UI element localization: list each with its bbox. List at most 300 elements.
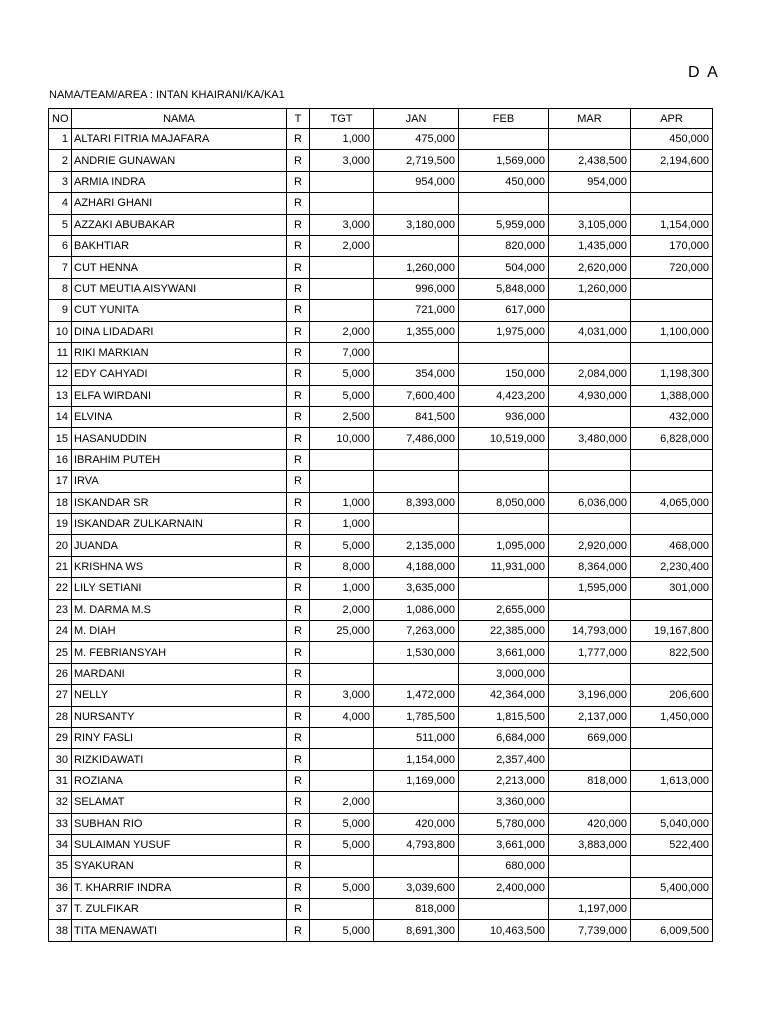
cell-t: R [287, 514, 310, 535]
table-row [49, 342, 713, 363]
cell-no: 2 [49, 150, 72, 171]
cell-feb: 617,000 [459, 300, 549, 321]
table-row [49, 620, 713, 641]
cell-mar: 3,105,000 [549, 214, 631, 235]
cell-nama: ALTARI FITRIA MAJAFARA [72, 129, 287, 150]
cell-jan: 1,169,000 [374, 770, 459, 791]
cell-no: 15 [49, 428, 72, 449]
cell-feb: 2,357,400 [459, 749, 549, 770]
cell-feb: 1,569,000 [459, 150, 549, 171]
cell-mar: 818,000 [549, 770, 631, 791]
cell-mar [549, 129, 631, 150]
cell-mar: 3,883,000 [549, 834, 631, 855]
cell-t: R [287, 877, 310, 898]
cell-t: R [287, 642, 310, 663]
cell-nama: RINY FASLI [72, 727, 287, 748]
header-mar: MAR [549, 109, 631, 129]
cell-mar: 2,084,000 [549, 364, 631, 385]
table-row [49, 877, 713, 898]
cell-mar [549, 792, 631, 813]
cell-mar: 2,438,500 [549, 150, 631, 171]
cell-tgt: 2,500 [310, 407, 374, 428]
page-title: D A [688, 64, 720, 81]
cell-mar: 1,595,000 [549, 578, 631, 599]
cell-tgt [310, 663, 374, 684]
cell-t: R [287, 129, 310, 150]
cell-tgt: 8,000 [310, 556, 374, 577]
cell-apr: 1,613,000 [631, 770, 713, 791]
cell-no: 29 [49, 727, 72, 748]
cell-tgt [310, 642, 374, 663]
cell-nama: IRVA [72, 471, 287, 492]
cell-t: R [287, 364, 310, 385]
cell-t: R [287, 770, 310, 791]
cell-nama: EDY CAHYADI [72, 364, 287, 385]
table-row [49, 535, 713, 556]
cell-mar: 4,031,000 [549, 321, 631, 342]
cell-jan: 721,000 [374, 300, 459, 321]
cell-mar: 420,000 [549, 813, 631, 834]
table-row [49, 129, 713, 150]
cell-nama: M. FEBRIANSYAH [72, 642, 287, 663]
table-row [49, 492, 713, 513]
cell-mar [549, 449, 631, 470]
cell-no: 25 [49, 642, 72, 663]
table-row [49, 856, 713, 877]
cell-feb: 3,000,000 [459, 663, 549, 684]
cell-mar [549, 471, 631, 492]
sales-table [48, 108, 713, 942]
cell-nama: CUT MEUTIA AISYWANI [72, 278, 287, 299]
cell-tgt: 2,000 [310, 792, 374, 813]
cell-mar [549, 193, 631, 214]
cell-t: R [287, 300, 310, 321]
cell-mar [549, 514, 631, 535]
cell-apr: 2,230,400 [631, 556, 713, 577]
cell-jan: 420,000 [374, 813, 459, 834]
cell-apr [631, 899, 713, 920]
cell-no: 36 [49, 877, 72, 898]
cell-jan [374, 471, 459, 492]
header-apr: APR [631, 109, 713, 129]
cell-feb: 22,385,000 [459, 620, 549, 641]
cell-tgt: 3,000 [310, 214, 374, 235]
cell-tgt [310, 193, 374, 214]
cell-tgt [310, 449, 374, 470]
cell-t: R [287, 556, 310, 577]
cell-mar [549, 663, 631, 684]
cell-apr [631, 171, 713, 192]
cell-tgt [310, 899, 374, 920]
cell-nama: AZHARI GHANI [72, 193, 287, 214]
cell-jan: 1,260,000 [374, 257, 459, 278]
cell-no: 22 [49, 578, 72, 599]
cell-nama: RIZKIDAWATI [72, 749, 287, 770]
cell-apr: 1,388,000 [631, 385, 713, 406]
cell-jan [374, 663, 459, 684]
cell-jan: 1,530,000 [374, 642, 459, 663]
cell-tgt: 5,000 [310, 364, 374, 385]
cell-mar: 1,197,000 [549, 899, 631, 920]
cell-mar: 1,435,000 [549, 235, 631, 256]
cell-t: R [287, 792, 310, 813]
cell-apr [631, 300, 713, 321]
cell-t: R [287, 620, 310, 641]
header-nama: NAMA [72, 109, 287, 129]
cell-no: 31 [49, 770, 72, 791]
cell-mar: 1,260,000 [549, 278, 631, 299]
cell-mar: 2,137,000 [549, 706, 631, 727]
cell-tgt: 3,000 [310, 685, 374, 706]
cell-nama: CUT HENNA [72, 257, 287, 278]
cell-feb: 5,848,000 [459, 278, 549, 299]
cell-feb: 3,661,000 [459, 642, 549, 663]
cell-apr: 432,000 [631, 407, 713, 428]
cell-mar: 6,036,000 [549, 492, 631, 513]
cell-t: R [287, 171, 310, 192]
cell-no: 26 [49, 663, 72, 684]
cell-jan: 475,000 [374, 129, 459, 150]
cell-tgt: 10,000 [310, 428, 374, 449]
header-tgt: TGT [310, 109, 374, 129]
cell-jan: 3,635,000 [374, 578, 459, 599]
cell-nama: SYAKURAN [72, 856, 287, 877]
cell-feb: 8,050,000 [459, 492, 549, 513]
cell-jan: 3,039,600 [374, 877, 459, 898]
cell-t: R [287, 920, 310, 941]
cell-nama: ISKANDAR ZULKARNAIN [72, 514, 287, 535]
cell-mar [549, 877, 631, 898]
cell-tgt [310, 171, 374, 192]
cell-mar: 2,620,000 [549, 257, 631, 278]
cell-mar: 7,739,000 [549, 920, 631, 941]
cell-no: 23 [49, 599, 72, 620]
cell-no: 32 [49, 792, 72, 813]
cell-t: R [287, 856, 310, 877]
cell-nama: NELLY [72, 685, 287, 706]
cell-jan: 1,472,000 [374, 685, 459, 706]
cell-apr: 6,828,000 [631, 428, 713, 449]
table-row [49, 428, 713, 449]
cell-no: 9 [49, 300, 72, 321]
cell-tgt: 2,000 [310, 321, 374, 342]
cell-nama: KRISHNA WS [72, 556, 287, 577]
cell-mar: 954,000 [549, 171, 631, 192]
cell-apr [631, 449, 713, 470]
cell-nama: T. ZULFIKAR [72, 899, 287, 920]
cell-jan: 8,393,000 [374, 492, 459, 513]
header-row [49, 109, 713, 129]
cell-t: R [287, 214, 310, 235]
cell-apr [631, 193, 713, 214]
cell-apr: 301,000 [631, 578, 713, 599]
cell-t: R [287, 834, 310, 855]
cell-feb: 2,213,000 [459, 770, 549, 791]
cell-mar: 3,480,000 [549, 428, 631, 449]
cell-tgt: 7,000 [310, 342, 374, 363]
table-row [49, 578, 713, 599]
cell-feb: 11,931,000 [459, 556, 549, 577]
cell-feb: 5,780,000 [459, 813, 549, 834]
cell-jan: 818,000 [374, 899, 459, 920]
cell-nama: SUBHAN RIO [72, 813, 287, 834]
cell-mar: 3,196,000 [549, 685, 631, 706]
cell-t: R [287, 749, 310, 770]
cell-t: R [287, 193, 310, 214]
cell-feb [459, 129, 549, 150]
cell-feb: 2,400,000 [459, 877, 549, 898]
cell-tgt: 2,000 [310, 235, 374, 256]
cell-mar: 8,364,000 [549, 556, 631, 577]
cell-no: 24 [49, 620, 72, 641]
cell-mar [549, 856, 631, 877]
table-row [49, 364, 713, 385]
table-row [49, 920, 713, 941]
cell-apr: 5,400,000 [631, 877, 713, 898]
cell-mar [549, 407, 631, 428]
cell-nama: DINA LIDADARI [72, 321, 287, 342]
table-row [49, 514, 713, 535]
cell-tgt [310, 257, 374, 278]
cell-tgt: 5,000 [310, 535, 374, 556]
cell-no: 38 [49, 920, 72, 941]
cell-apr [631, 727, 713, 748]
cell-apr [631, 749, 713, 770]
cell-jan: 354,000 [374, 364, 459, 385]
cell-tgt: 25,000 [310, 620, 374, 641]
cell-jan [374, 193, 459, 214]
cell-mar: 669,000 [549, 727, 631, 748]
cell-no: 1 [49, 129, 72, 150]
cell-tgt [310, 770, 374, 791]
header-t: T [287, 109, 310, 129]
cell-tgt [310, 300, 374, 321]
cell-no: 34 [49, 834, 72, 855]
table-row [49, 792, 713, 813]
table-row [49, 899, 713, 920]
cell-apr: 822,500 [631, 642, 713, 663]
cell-nama: M. DIAH [72, 620, 287, 641]
cell-no: 3 [49, 171, 72, 192]
table-row [49, 214, 713, 235]
cell-feb: 10,463,500 [459, 920, 549, 941]
header-jan: JAN [374, 109, 459, 129]
cell-nama: LILY SETIANI [72, 578, 287, 599]
cell-tgt: 5,000 [310, 834, 374, 855]
cell-apr [631, 599, 713, 620]
cell-jan: 4,188,000 [374, 556, 459, 577]
cell-tgt: 3,000 [310, 150, 374, 171]
cell-no: 5 [49, 214, 72, 235]
cell-apr: 1,450,000 [631, 706, 713, 727]
cell-feb: 1,975,000 [459, 321, 549, 342]
cell-no: 12 [49, 364, 72, 385]
cell-apr: 1,100,000 [631, 321, 713, 342]
cell-no: 28 [49, 706, 72, 727]
table-row [49, 385, 713, 406]
cell-feb [459, 449, 549, 470]
cell-mar: 14,793,000 [549, 620, 631, 641]
cell-nama: SELAMAT [72, 792, 287, 813]
cell-jan: 4,793,800 [374, 834, 459, 855]
header-no: NO [49, 109, 72, 129]
cell-jan: 8,691,300 [374, 920, 459, 941]
cell-nama: HASANUDDIN [72, 428, 287, 449]
cell-t: R [287, 235, 310, 256]
team-area-label: NAMA/TEAM/AREA : INTAN KHAIRANI/KA/KA1 [49, 89, 285, 101]
cell-feb: 2,655,000 [459, 599, 549, 620]
cell-apr [631, 663, 713, 684]
cell-feb: 820,000 [459, 235, 549, 256]
table-row [49, 471, 713, 492]
cell-t: R [287, 407, 310, 428]
cell-mar: 1,777,000 [549, 642, 631, 663]
cell-feb: 504,000 [459, 257, 549, 278]
table-row [49, 257, 713, 278]
cell-apr [631, 278, 713, 299]
cell-jan: 7,486,000 [374, 428, 459, 449]
cell-t: R [287, 342, 310, 363]
cell-jan [374, 449, 459, 470]
cell-tgt: 5,000 [310, 813, 374, 834]
table-row [49, 599, 713, 620]
cell-feb: 6,684,000 [459, 727, 549, 748]
table-row [49, 278, 713, 299]
table-row [49, 685, 713, 706]
cell-jan: 2,135,000 [374, 535, 459, 556]
cell-jan [374, 514, 459, 535]
cell-no: 17 [49, 471, 72, 492]
cell-apr: 468,000 [631, 535, 713, 556]
cell-nama: BAKHTIAR [72, 235, 287, 256]
table-row [49, 407, 713, 428]
cell-no: 18 [49, 492, 72, 513]
cell-nama: JUANDA [72, 535, 287, 556]
cell-nama: ELVINA [72, 407, 287, 428]
cell-jan: 3,180,000 [374, 214, 459, 235]
cell-mar [549, 342, 631, 363]
cell-mar: 2,920,000 [549, 535, 631, 556]
cell-feb [459, 578, 549, 599]
table-row [49, 193, 713, 214]
cell-no: 16 [49, 449, 72, 470]
cell-tgt: 1,000 [310, 578, 374, 599]
cell-nama: M. DARMA M.S [72, 599, 287, 620]
cell-tgt: 5,000 [310, 385, 374, 406]
cell-apr: 450,000 [631, 129, 713, 150]
cell-feb [459, 342, 549, 363]
cell-t: R [287, 685, 310, 706]
cell-tgt [310, 749, 374, 770]
cell-t: R [287, 428, 310, 449]
cell-tgt: 5,000 [310, 920, 374, 941]
cell-nama: ROZIANA [72, 770, 287, 791]
cell-nama: AZZAKI ABUBAKAR [72, 214, 287, 235]
cell-t: R [287, 706, 310, 727]
cell-apr: 522,400 [631, 834, 713, 855]
table-row [49, 834, 713, 855]
cell-no: 13 [49, 385, 72, 406]
cell-tgt [310, 278, 374, 299]
cell-tgt: 4,000 [310, 706, 374, 727]
cell-feb: 10,519,000 [459, 428, 549, 449]
cell-jan: 7,600,400 [374, 385, 459, 406]
table-row [49, 235, 713, 256]
cell-t: R [287, 257, 310, 278]
cell-jan: 1,154,000 [374, 749, 459, 770]
cell-tgt: 1,000 [310, 514, 374, 535]
cell-t: R [287, 278, 310, 299]
cell-t: R [287, 899, 310, 920]
cell-nama: SULAIMAN YUSUF [72, 834, 287, 855]
table-row [49, 813, 713, 834]
cell-feb: 680,000 [459, 856, 549, 877]
cell-t: R [287, 449, 310, 470]
cell-apr [631, 856, 713, 877]
cell-feb: 1,095,000 [459, 535, 549, 556]
cell-tgt: 2,000 [310, 599, 374, 620]
cell-t: R [287, 471, 310, 492]
cell-no: 33 [49, 813, 72, 834]
cell-feb [459, 899, 549, 920]
cell-apr [631, 792, 713, 813]
cell-nama: NURSANTY [72, 706, 287, 727]
cell-apr: 19,167,800 [631, 620, 713, 641]
cell-apr: 720,000 [631, 257, 713, 278]
cell-nama: IBRAHIM PUTEH [72, 449, 287, 470]
cell-apr: 5,040,000 [631, 813, 713, 834]
cell-tgt: 5,000 [310, 877, 374, 898]
cell-tgt [310, 727, 374, 748]
cell-mar [549, 300, 631, 321]
cell-tgt: 1,000 [310, 492, 374, 513]
cell-mar [549, 599, 631, 620]
cell-jan: 1,086,000 [374, 599, 459, 620]
cell-feb: 3,661,000 [459, 834, 549, 855]
cell-jan [374, 792, 459, 813]
cell-jan [374, 856, 459, 877]
cell-feb: 42,364,000 [459, 685, 549, 706]
cell-jan: 841,500 [374, 407, 459, 428]
cell-no: 20 [49, 535, 72, 556]
table-row [49, 642, 713, 663]
cell-t: R [287, 727, 310, 748]
cell-feb [459, 514, 549, 535]
table-row [49, 727, 713, 748]
cell-feb: 5,959,000 [459, 214, 549, 235]
cell-no: 4 [49, 193, 72, 214]
cell-no: 10 [49, 321, 72, 342]
cell-nama: ELFA WIRDANI [72, 385, 287, 406]
cell-no: 35 [49, 856, 72, 877]
cell-nama: ISKANDAR SR [72, 492, 287, 513]
cell-no: 37 [49, 899, 72, 920]
table-row [49, 171, 713, 192]
cell-no: 19 [49, 514, 72, 535]
cell-apr: 1,154,000 [631, 214, 713, 235]
cell-feb: 936,000 [459, 407, 549, 428]
table-row [49, 749, 713, 770]
cell-apr [631, 342, 713, 363]
table-row [49, 449, 713, 470]
table-row [49, 706, 713, 727]
cell-jan: 996,000 [374, 278, 459, 299]
cell-nama: CUT YUNITA [72, 300, 287, 321]
cell-t: R [287, 535, 310, 556]
cell-nama: ARMIA INDRA [72, 171, 287, 192]
table-row [49, 150, 713, 171]
cell-t: R [287, 578, 310, 599]
